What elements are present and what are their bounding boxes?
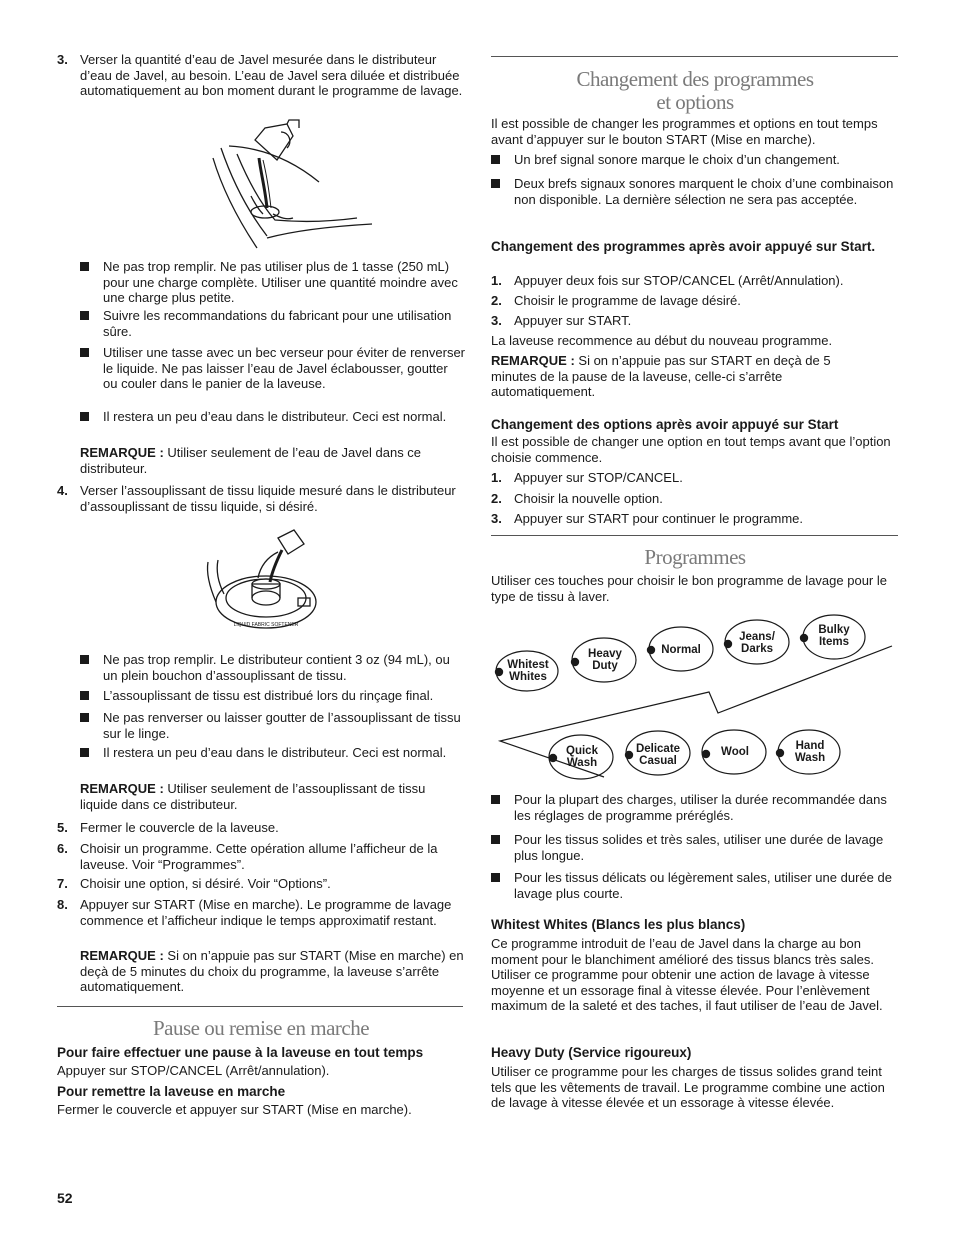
change-intro: Il est possible de changer les programmes et options en tout temps avant d’appuyer sur le bouton START (Mise en marche). [491, 116, 878, 147]
whitest-whites-subheading: Whitest Whites (Blancs les plus blancs) [491, 917, 746, 932]
program-whitest-whites[interactable]: Whitest Whites [507, 659, 549, 683]
whitest-whites-text: Ce programme introduit de l’eau de Javel dans la charge au bon moment pour le blanchiment amélioré des tissus blancs très sales. Utiliser ce programme pour obtenir une action de lavage à vitesse moyenne et un essorage final à vitesse élevée. Pour l’enlèvement maximum de la saleté et des taches, il faut utiliser de l’eau de Javel. [491, 936, 883, 1013]
change-heading-line-1: Changement des programmes [576, 67, 814, 91]
start-note: REMARQUE : Si on n’appuie pas sur START (Mise en marche) en deçà de 5 minutes du choix du programme, la laveuse s’arrête automatiquement. [80, 948, 464, 994]
program-wool[interactable]: Wool [721, 746, 749, 758]
fabric-softener-dispenser-illustration [202, 528, 322, 634]
softener-note: REMARQUE : Utiliser seulement de l’assouplissant de tissu liquide dans ce distributeur. [80, 781, 426, 812]
program-quick-wash[interactable]: Quick Wash [566, 745, 598, 769]
pause-subheading: Pour faire effectuer une pause à la laveuse en tout temps [57, 1045, 424, 1060]
program-normal[interactable]: Normal [661, 644, 701, 656]
section-divider [491, 56, 898, 57]
page-number: 52 [57, 1190, 73, 1206]
after-start-subheading: Changement des programmes après avoir appuyé sur Start. [491, 239, 876, 254]
bleach-note: REMARQUE : Utiliser seulement de l’eau de Javel dans ce distributeur. [80, 445, 422, 476]
pause-text: Appuyer sur STOP/CANCEL (Arrêt/annulation). [57, 1063, 330, 1078]
heavy-duty-text: Utiliser ce programme pour les charges de tissus solides grand teint tels que les vêtements de travail. Le programme combine une action de lavage à vitesse élevée et un essorage à vitesse élevée. [491, 1064, 885, 1110]
heavy-duty-subheading: Heavy Duty (Service rigoureux) [491, 1045, 692, 1060]
step-number: 3. [57, 52, 68, 67]
restart-program-text: La laveuse recommence au début du nouveau programme. [491, 333, 833, 348]
program-heavy-duty[interactable]: Heavy Duty [588, 648, 622, 672]
softener-label: LIQUID FABRIC SOFTENER [233, 622, 299, 628]
section-divider [491, 535, 898, 536]
programs-heading: Programmes [644, 545, 746, 569]
section-divider [57, 1006, 463, 1007]
restart-subheading: Pour remettre la laveuse en marche [57, 1084, 286, 1099]
change-heading-line-2: et options [656, 90, 734, 114]
program-bulky-items[interactable]: Bulky Items [818, 624, 850, 648]
restart-text: Fermer le couvercle et appuyer sur START (Mise en marche). [57, 1102, 412, 1117]
restart-note: REMARQUE : Si on n’appuie pas sur START en deçà de 5 minutes de la pause de la laveuse, celle-ci s’arrête automatiquement. [491, 353, 831, 399]
pause-heading: Pause ou remise en marche [152, 1016, 370, 1040]
options-intro: Il est possible de changer une option en tout temps avant que l’option choisie commence. [491, 434, 891, 465]
step-text: Verser la quantité d’eau de Javel mesurée dans le distributeur d’eau de Javel, au besoin. L’eau de Javel sera diluée et distribuée automatiquement au bon moment durant le programme de lavage. [80, 52, 463, 98]
programs-intro: Utiliser ces touches pour choisir le bon programme de lavage pour le type de tissu à laver. [491, 573, 887, 604]
program-hand-wash[interactable]: Hand Wash [794, 740, 826, 764]
bleach-pouring-illustration [207, 118, 377, 254]
program-jeans-darks[interactable]: Jeans/ Darks [739, 631, 775, 655]
options-subheading: Changement des options après avoir appuyé sur Start [491, 417, 839, 432]
program-selector-diagram [491, 610, 899, 785]
program-delicate-casual[interactable]: Delicate Casual [635, 743, 681, 767]
